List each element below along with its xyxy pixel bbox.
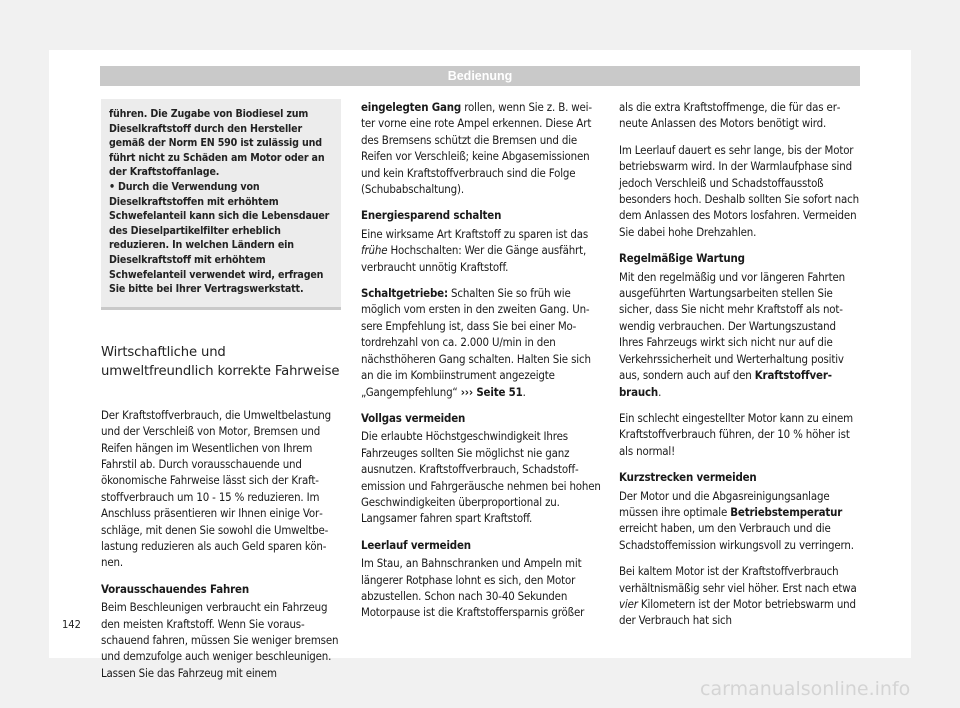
paragraph-vorausschauend: Beim Beschleunigen verbraucht ein Fahrzeug den meisten Kraftstoff. Wenn Sie vorausschauend fahren, müssen Sie weniger bremsen und demzufolge auch weniger beschleunigen. Lassen Sie das Fahrzeug mit einem (101, 600, 339, 680)
paragraph-kalter-motor (619, 563, 859, 629)
italic-vier: vier (619, 596, 638, 611)
heading-kurzstrecken: Kurzstrecken vermeiden (619, 470, 757, 485)
section-title: Wirtschaftliche und umweltfreundlich korrekte Fahrweise (101, 344, 340, 379)
text-schaltgetriebe: Schalten Sie so früh wie möglich vom ersten in den zweiten Gang. Unsere Empfehlung ist, dass Sie bei einer Motordrehzahl von ca. 2.000 U/min in den nächsthöheren Gang schalten. Halten Sie sich an die im Kombiinstrument angezeigte „Gangempfehlung“ (361, 286, 591, 399)
text-kurz-b: erreicht haben, um den Verbrauch und die Schadstoffemission wirkungsvoll zu verringern. (619, 521, 854, 552)
text-kalt-a: Bei kaltem Motor ist der Kraftstoffverbrauch verhältnismäßig sehr viel höher. Erst nach etwa (619, 564, 857, 595)
paragraph-warmlauf: Im Leerlauf dauert es sehr lange, bis der Motor betriebswarm wird. In der Warmlaufphase sind jedoch Verschleiß und Schadstoffausstoß besonders hoch. Deshalb sollten Sie sofort nach dem Anlassen des Motors losfahren. Vermeiden Sie dabei hohe Drehzahlen. (619, 142, 859, 239)
warning-text-1: führen. Die Zugabe von Biodiesel zum Dieselkraftstoff durch den Hersteller gemäß der Norm EN 590 ist zulässig und führt nicht zu Schäden am Motor oder an der Kraftstoffanlage. (109, 108, 325, 179)
column-3 (619, 99, 859, 639)
text-kalt-b: Kilometern ist der Motor betriebswarm und der Verbrauch hat sich (619, 596, 856, 628)
text-wartung-end: . (658, 384, 662, 399)
heading-wartung: Regelmäßige Wartung (619, 251, 745, 266)
bold-gang: eingelegten Gang (361, 100, 462, 114)
paragraph-schaltgetriebe (361, 285, 601, 400)
heading-vollgas: Vollgas vermeiden (361, 410, 466, 425)
paragraph-vollgas: Die erlaubte Höchstgeschwindigkeit Ihres Fahrzeuges sollten Sie möglichst nie ganz ausnutzen. Kraftstoffverbrauch, Schadstoffemission und Fahrgeräusche nehmen bei hohen Geschwindigkeiten überproportional zu. Langsamer fahren spart Kraftstoff. (361, 429, 601, 526)
paragraph-kurzstrecken (619, 488, 859, 554)
text-kurz-a: Der Motor und die Abgasreinigungsanlage müssen ihre optimale (619, 488, 830, 519)
column-2 (361, 99, 601, 631)
paragraph-motor-eingestellt: Ein schlecht eingestellter Motor kann zu einem Kraftstoffverbrauch führen, der 10 % höher ist als normal! (619, 410, 853, 458)
bold-betriebstemperatur: Betriebstemperatur (730, 504, 843, 519)
text-period: . (522, 384, 526, 399)
text-wartung-a: Mit den regelmäßig und vor längeren Fahrten ausgeführten Wartungsarbeiten stellen Sie sicher, dass Sie nicht mehr Kraftstoff als notwendig verbrauchen. Der Wartungszustand Ihres Fahrzeugs wirkt sich nicht nur auf die Verkehrssicherheit und Werterhaltung positiv aus, sondern auch auf den (619, 269, 845, 383)
warning-box (101, 99, 341, 310)
text-energie-a: Eine wirksame Art Kraftstoff zu sparen ist das (361, 226, 589, 241)
italic-fruehe: frühe (361, 243, 388, 258)
label-schaltgetriebe: Schaltgetriebe: (361, 286, 448, 301)
text-rollen: rollen, wenn Sie z. B. weiter vorne eine rote Ampel erkennen. Diese Art des Bremsens schützt die Bremsen und die Reifen vor Verschleiß; keine Abgasemissionen und kein Kraftstoffverbrauch sind die Folge (Schubabschaltung). (361, 100, 593, 197)
intro-paragraph: Der Kraftstoffverbrauch, die Umweltbelastung und der Verschleiß von Motor, Bremsen und Reifen hängen im Wesentlichen von Ihrem Fahrstil ab. Durch vorausschauende und ökonomische Fahrweise lässt sich der Kraftstoffverbrauch um 10 - 15 % reduzieren. Im Anschluss präsentieren wir Ihnen einige Vorschläge, mit denen Sie sowohl die Umweltbelastung reduzieren als auch Geld sparen können. (101, 407, 331, 570)
page-reference-link[interactable]: ››› Seite 51 (460, 384, 523, 399)
paragraph-leerlauf: Im Stau, an Bahnschranken und Ampeln mit längerer Rotphase lohnt es sich, den Motor abzustellen. Schon nach 30-40 Sekunden Motorpause ist die Kraftstoffersparnis größer (361, 556, 585, 620)
paragraph-anlassen: als die extra Kraftstoffmenge, die für das erneute Anlassen des Motors benötigt wird. (619, 100, 841, 131)
paragraph-energiesparend (361, 226, 601, 275)
heading-energiesparend: Energiesparend schalten (361, 208, 502, 223)
heading-leerlauf: Leerlauf vermeiden (361, 537, 471, 552)
page-header: Bedienung (100, 66, 860, 86)
page-number: 142 (62, 618, 81, 631)
bold-kraftstoffverbrauch: Kraftstoffverbrauch (619, 368, 832, 399)
paragraph-wartung (619, 269, 859, 400)
column-1 (101, 99, 341, 691)
text-energie-b: Hochschalten: Wer die Gänge ausfährt, verbraucht unnötig Kraftstoff. (361, 243, 587, 274)
paragraph-rollen (361, 99, 601, 197)
warning-bullet-item (109, 180, 331, 297)
heading-vorausschauend: Vorausschauendes Fahren (101, 581, 250, 596)
watermark: carmanualsonline.info (700, 678, 911, 700)
warning-text-2: Durch die Verwendung von Dieselkraftstoffen mit erhöhtem Schwefelanteil kann sich die Lebensdauer des Dieselpartikelfilter erheblich reduzieren. In welchen Ländern ein Dieselkraftstoff mit erhöhtem Schwefelanteil verwendet wird, erfragen Sie bitte bei Ihrer Vertragswerkstatt. (109, 180, 330, 296)
bullet-icon: • (109, 180, 115, 193)
